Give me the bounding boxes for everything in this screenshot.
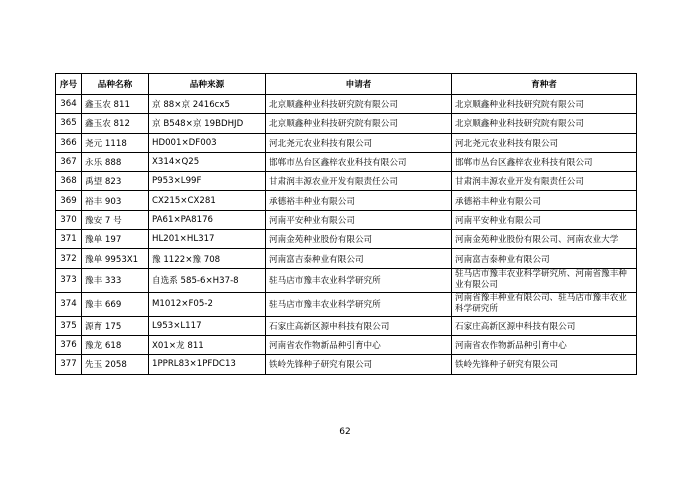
cell-serial-number: 370	[56, 210, 82, 229]
cell-applicant: 甘肃润丰源农业开发有限责任公司	[266, 172, 452, 191]
cell-serial-number: 364	[56, 95, 82, 114]
page-number: 62	[339, 427, 351, 437]
cell-applicant: 铁岭先锋种子研究有限公司	[266, 355, 452, 374]
cell-serial-number: 377	[56, 355, 82, 374]
cell-variety-name: 豫单 9953X1	[82, 249, 149, 268]
cell-breeder: 甘肃润丰源农业开发有限责任公司	[452, 172, 637, 191]
cell-applicant: 承德裕丰种业有限公司	[266, 191, 452, 210]
cell-variety-name: 鑫玉农 811	[82, 95, 149, 114]
cell-applicant: 邯郸市丛台区鑫梓农业科技有限公司	[266, 152, 452, 171]
cell-variety-source: CX215×CX281	[149, 191, 266, 210]
cell-variety-name: 豫丰 333	[82, 268, 149, 292]
cell-breeder: 邯郸市丛台区鑫梓农业科技有限公司	[452, 152, 637, 171]
cell-serial-number: 374	[56, 292, 82, 316]
cell-variety-source: 豫 1122×豫 708	[149, 249, 266, 268]
cell-applicant: 石家庄高新区源申科技有限公司	[266, 316, 452, 335]
table-header-row	[56, 74, 637, 95]
cell-applicant: 驻马店市豫丰农业科学研究所	[266, 268, 452, 292]
header-serial-number: 序号	[56, 74, 82, 95]
table-row	[56, 249, 637, 268]
cell-variety-source: PA61×PA8176	[149, 210, 266, 229]
table-row	[56, 172, 637, 191]
cell-variety-source: L953×L117	[149, 316, 266, 335]
table-row	[56, 95, 637, 114]
table-row	[56, 292, 637, 316]
table-row	[56, 114, 637, 133]
table-row	[56, 335, 637, 354]
cell-serial-number: 371	[56, 230, 82, 249]
cell-breeder: 驻马店市豫丰农业科学研究所、河南省豫丰种业有限公司	[452, 268, 637, 292]
table-row	[56, 268, 637, 292]
cell-applicant: 河南富吉泰种业有限公司	[266, 249, 452, 268]
variety-table	[55, 73, 637, 375]
cell-applicant: 河南金苑种业股份有限公司	[266, 230, 452, 249]
cell-variety-source: M1012×F05-2	[149, 292, 266, 316]
table-row	[56, 191, 637, 210]
cell-variety-name: 禹望 823	[82, 172, 149, 191]
cell-applicant: 北京顺鑫种业科技研究院有限公司	[266, 95, 452, 114]
header-variety-name: 品种名称	[82, 74, 149, 95]
cell-serial-number: 373	[56, 268, 82, 292]
cell-breeder: 河南富吉泰种业有限公司	[452, 249, 637, 268]
header-variety-source: 品种来源	[149, 74, 266, 95]
cell-variety-source: 京 88×京 2416cx5	[149, 95, 266, 114]
cell-variety-source: 自选系 585-6×H37-8	[149, 268, 266, 292]
cell-serial-number: 376	[56, 335, 82, 354]
cell-breeder: 北京顺鑫种业科技研究院有限公司	[452, 114, 637, 133]
cell-breeder: 北京顺鑫种业科技研究院有限公司	[452, 95, 637, 114]
cell-breeder: 河北尧元农业科技有限公司	[452, 133, 637, 152]
cell-serial-number: 366	[56, 133, 82, 152]
cell-variety-source: HL201×HL317	[149, 230, 266, 249]
table-body	[56, 95, 637, 375]
cell-variety-name: 豫安 7 号	[82, 210, 149, 229]
cell-variety-source: HD001×DF003	[149, 133, 266, 152]
cell-breeder: 河南省农作物新品种引育中心	[452, 335, 637, 354]
cell-variety-source: P953×L99F	[149, 172, 266, 191]
cell-variety-name: 豫丰 669	[82, 292, 149, 316]
header-breeder: 育种者	[452, 74, 637, 95]
cell-applicant: 北京顺鑫种业科技研究院有限公司	[266, 114, 452, 133]
table-row	[56, 133, 637, 152]
cell-applicant: 河北尧元农业科技有限公司	[266, 133, 452, 152]
cell-serial-number: 372	[56, 249, 82, 268]
cell-breeder: 石家庄高新区源申科技有限公司	[452, 316, 637, 335]
header-applicant: 申请者	[266, 74, 452, 95]
cell-serial-number: 367	[56, 152, 82, 171]
cell-serial-number: 375	[56, 316, 82, 335]
cell-variety-name: 永乐 888	[82, 152, 149, 171]
table-row	[56, 230, 637, 249]
cell-variety-name: 裕丰 903	[82, 191, 149, 210]
cell-applicant: 驻马店市豫丰农业科学研究所	[266, 292, 452, 316]
cell-applicant: 河南省农作物新品种引育中心	[266, 335, 452, 354]
table-row	[56, 152, 637, 171]
cell-serial-number: 368	[56, 172, 82, 191]
cell-variety-name: 豫单 197	[82, 230, 149, 249]
cell-variety-name: 先玉 2058	[82, 355, 149, 374]
cell-breeder: 河南省豫丰种业有限公司、驻马店市豫丰农业科学研究所	[452, 292, 637, 316]
cell-applicant: 河南平安种业有限公司	[266, 210, 452, 229]
cell-variety-source: X314×Q25	[149, 152, 266, 171]
cell-variety-name: 尧元 1118	[82, 133, 149, 152]
table-row	[56, 210, 637, 229]
cell-breeder: 承德裕丰种业有限公司	[452, 191, 637, 210]
cell-variety-source: X01×龙 811	[149, 335, 266, 354]
cell-variety-name: 豫龙 618	[82, 335, 149, 354]
cell-serial-number: 369	[56, 191, 82, 210]
table-row	[56, 316, 637, 335]
cell-variety-source: 京 B548×京 19BDHJD	[149, 114, 266, 133]
cell-breeder: 河南平安种业有限公司	[452, 210, 637, 229]
cell-breeder: 铁岭先锋种子研究有限公司	[452, 355, 637, 374]
table-row	[56, 355, 637, 374]
cell-serial-number: 365	[56, 114, 82, 133]
cell-variety-name: 鑫玉农 812	[82, 114, 149, 133]
cell-variety-name: 源育 175	[82, 316, 149, 335]
cell-breeder: 河南金苑种业股份有限公司、河南农业大学	[452, 230, 637, 249]
cell-variety-source: 1PPRL83×1PFDC13	[149, 355, 266, 374]
